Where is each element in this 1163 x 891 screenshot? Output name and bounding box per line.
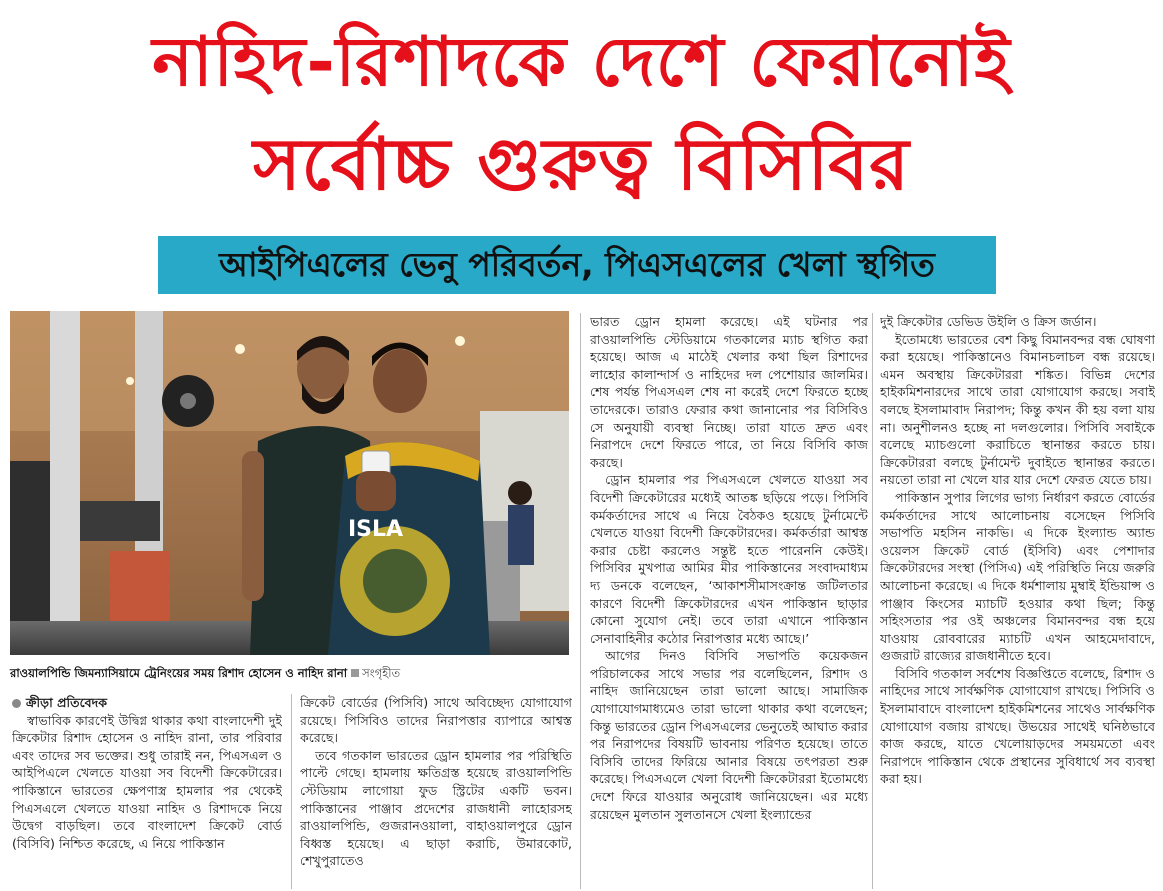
column-divider (291, 694, 292, 889)
article-paragraph: পাকিস্তান সুপার লিগের ভাগ্য নির্ধারণ করতে বোর্ডের কর্মকর্তাদের সাথে আলোচনায় বসেছেন পিসিবি সভাপতি মহসিন নাকভি। এ দিকে ইংল্যান্ড অ্যান্ড ওয়েলস ক্রিকেট বোর্ড (ইসিবি) এবং পেশাদার ক্রিকেটারদের সংস্থা (পিসিএ) এই পরিস্থিতি নিয়ে জরুরি আলোচনা করেছে। এ দিকে ধর্মশালায় মুম্বাই ইন্ডিয়ান্স ও পাঞ্জাব কিংসের ম্যাচটি হওয়ার কথা ছিল; কিন্তু সহিংসতার পর ওই অঞ্চলের বিমানবন্দর বন্ধ হয়ে যাওয়ায় রোববারের ম্যাচটি এখন আহমেদাবাদে, গুজরাট রাজ্যের রাজধানীতে হবে। (880, 489, 1155, 664)
article-paragraph: ক্রিকেট বোর্ডের (পিসিবি) সাথে অবিচ্ছেদ্য যোগাযোগ রয়েছে। পিসিবিও তাদের নিরাপত্তার ব্যাপারে আশ্বস্ত করেছে। (300, 695, 572, 746)
square-bullet-icon (351, 669, 359, 677)
byline: ক্রীড়া প্রতিবেদক (12, 694, 282, 712)
article-paragraph: আগের দিনও বিসিবি সভাপতি কয়েকজন পরিচালকের সাথে সভার পর বলেছিলেন, রিশাদ ও নাহিদ জানিয়েছেন তারা ভালো আছে। সামাজিক যোগাযোগমাধ্যমেও তারা ভালো থাকার কথা বলেছেন; কিন্তু ভারতের ড্রোন পিএসএলের ভেনুতেই আঘাত করার পর নিরাপদের বিষয়টি ভাবনায় পরিণত হয়েছে। তাতে বিসিবি তাদের ফিরিয়ে আনার বিষয়ে তৎপরতা শুরু করেছে। পিএসএলে খেলা বিদেশী ক্রিকেটাররা ইতোমধ্যে দেশে ফিরে যাওয়ার অনুরোধ জানিয়েছেন। এর মধ্যে রয়েছেন মুলতান সুলতানসে খেলা ইংল্যান্ডের (590, 648, 868, 822)
article-column-3 (590, 313, 868, 889)
article-paragraph: ড্রোন হামলার পর পিএসএলে খেলতে যাওয়া সব বিদেশী ক্রিকেটারের মধ্যেই আতঙ্ক ছড়িয়ে পড়ে। পিসিবি কর্মকর্তাদের সাথে এ নিয়ে বৈঠকও হয়েছে টুর্নামেন্টে খেলতে যাওয়া বিদেশী ক্রিকেটারদের। কর্মকর্তারা আশ্বস্ত করার চেষ্টা করলেও সন্তুষ্ট হতে পারেননি কেউই। পিসিবির মুখপাত্র আমির মীর পাকিস্তানের সংবাদমাধ্যম দ্য ডনকে বলেছেন, ‘আকাশসীমাসংক্রান্ত জটিলতার কারণে বিদেশী ক্রিকেটারদের এখন পাকিস্তান ছাড়ার কোনো সুযোগ নেই। তবে তারা এখানে পাকিস্তান সেনাবাহিনীর কঠোর নিরাপত্তার মধ্যে আছে।’ (590, 472, 868, 646)
bullet-icon (12, 699, 21, 708)
photo-caption (10, 662, 569, 684)
article-paragraph: দুই ক্রিকেটার ডেভিড উইলি ও ক্রিস জর্ডান। (880, 314, 1097, 329)
headline-line-2: সর্বোচ্চ গুরুত্ব বিসিবির (253, 122, 910, 206)
article-column-4 (880, 313, 1155, 889)
article-paragraph: ইতোমধ্যে ভারতের বেশ কিছু বিমানবন্দর বন্ধ ঘোষণা করা হয়েছে। পাকিস্তানেও বিমানচলাচল বন্ধ রয়েছে। এমন অবস্থায় ক্রিকেটাররা শঙ্কিত। বিভিন্ন দেশের হাইকমিশনারদের সাথে তারা যোগাযোগ করছে। সবাই বলছে ইসলামাবাদ নিরাপদ; কিন্তু কখন কী হয় বলা যায় না। অনুশীলনও হচ্ছে না দলগুলোর। পিসিবি সবাইকে বলেছে ম্যাচগুলো করাচিতে স্থানান্তর করতে চায়। ক্রিকেটাররা বলছে টুর্নামেন্ট দুবাইতে স্থানান্তর করতে। নয়তো তারা না খেলে যার যার দেশে ফেরত যেতে চায়। (880, 331, 1155, 488)
column-divider (872, 313, 873, 889)
headline-line-1: নাহিদ-রিশাদকে দেশে ফেরানোই (152, 23, 1011, 102)
article-paragraph: বিসিবি গতকাল সর্বশেষ বিজ্ঞপ্তিতে বলেছে, রিশাদ ও নাহিদের সাথে সার্বক্ষণিক যোগাযোগ রাখছে। পিসিবি ও ইসলামাবাদে বাংলাদেশ হাইকমিশনের সাথেও সার্বক্ষণিক যোগাযোগ বজায় রাখছে। উভয়ের সাথেই ঘনিষ্ঠভাবে কাজ করছে, যাতে খেলোয়াড়দের সময়মতো এবং নিরাপদে পাকিস্তান থেকে প্রস্থানের সুবিধার্থে সব ব্যবস্থা করা হয়। (880, 665, 1155, 787)
column-divider (580, 313, 581, 889)
article-photo (10, 311, 569, 655)
article-paragraph: তবে গতকাল ভারতের ড্রোন হামলার পর পরিস্থিতি পাল্টে গেছে। হামলায় ক্ষতিগ্রস্ত হয়েছে রাওয়ালপিন্ডি স্টেডিয়াম লাগোয়া ফুড স্ট্রিটের একটি ভবন। পাকিস্তানের পাঞ্জাব প্রদেশের রাজধানী লাহোরসহ রাওয়ালপিন্ডি, গুজরানওয়ালা, বাহাওয়ালপুরে ড্রোন বিধ্বস্ত হয়েছে। এ ছাড়া করাচি, উমারকোট, শেখুপুরাতেও (300, 747, 572, 869)
gym-photo-illustration (10, 311, 569, 655)
photo-caption-text: রাওয়ালপিন্ডি জিমন্যাসিয়ামে ট্রেনিংয়ের সময় রিশাদ হোসেন ও নাহিদ রানা (10, 666, 348, 680)
article-column-1 (12, 694, 282, 889)
jersey-text: ISLA (348, 517, 404, 542)
article-paragraph: ভারত ড্রোন হামলা করেছে। এই ঘটনার পর রাওয়ালপিন্ডি স্টেডিয়ামে গতকালের ম্যাচ স্থগিত করা হয়েছে। আজ এ মাঠেই খেলার কথা ছিল রিশাদের লাহোর কালান্দার্স ও নাহিদের দল পেশোয়ার জালমির। শেষ পর্যন্ত পিএসএল শেষ না করেই দেশে ফিরতে হচ্ছে তাদেরকে। তারাও ফেরার কথা জানানোর পর বিসিবিও সে অনুযায়ী ব্যবস্থা নিচ্ছে। তারা যাতে দ্রুত এবং নিরাপদে দেশে ফিরতে পারে, তা নিয়ে বিসিবি কাজ করছে। (590, 314, 868, 470)
article-paragraph: স্বাভাবিক কারণেই উদ্বিগ্ন থাকার কথা বাংলাদেশী দুই ক্রিকেটার রিশাদ হোসেন ও নাহিদ রানা, তার পরিবার এবং তাদের সব ভক্তের। শুধু তারাই নন, পিএসএল ও আইপিএলে খেলতে যাওয়া সব বিদেশী ক্রিকেটারের। পাকিস্তানে ভারতের ক্ষেপণাস্ত্র হামলার পর থেকেই পিএসএলে খেলতে যাওয়া নাহিদ ও রিশাদকে নিয়ে উদ্বেগ বাড়ছিল। তবে বাংলাদেশ ক্রিকেট বোর্ড (বিসিবি) নিশ্চিত করেছে, এ নিয়ে পাকিস্তান (12, 712, 282, 851)
subheadline-banner: আইপিএলের ভেনু পরিবর্তন, পিএসএলের খেলা স্থগিত (158, 236, 996, 294)
photo-credit: সংগৃহীত (362, 666, 401, 680)
article-column-2 (300, 694, 572, 889)
